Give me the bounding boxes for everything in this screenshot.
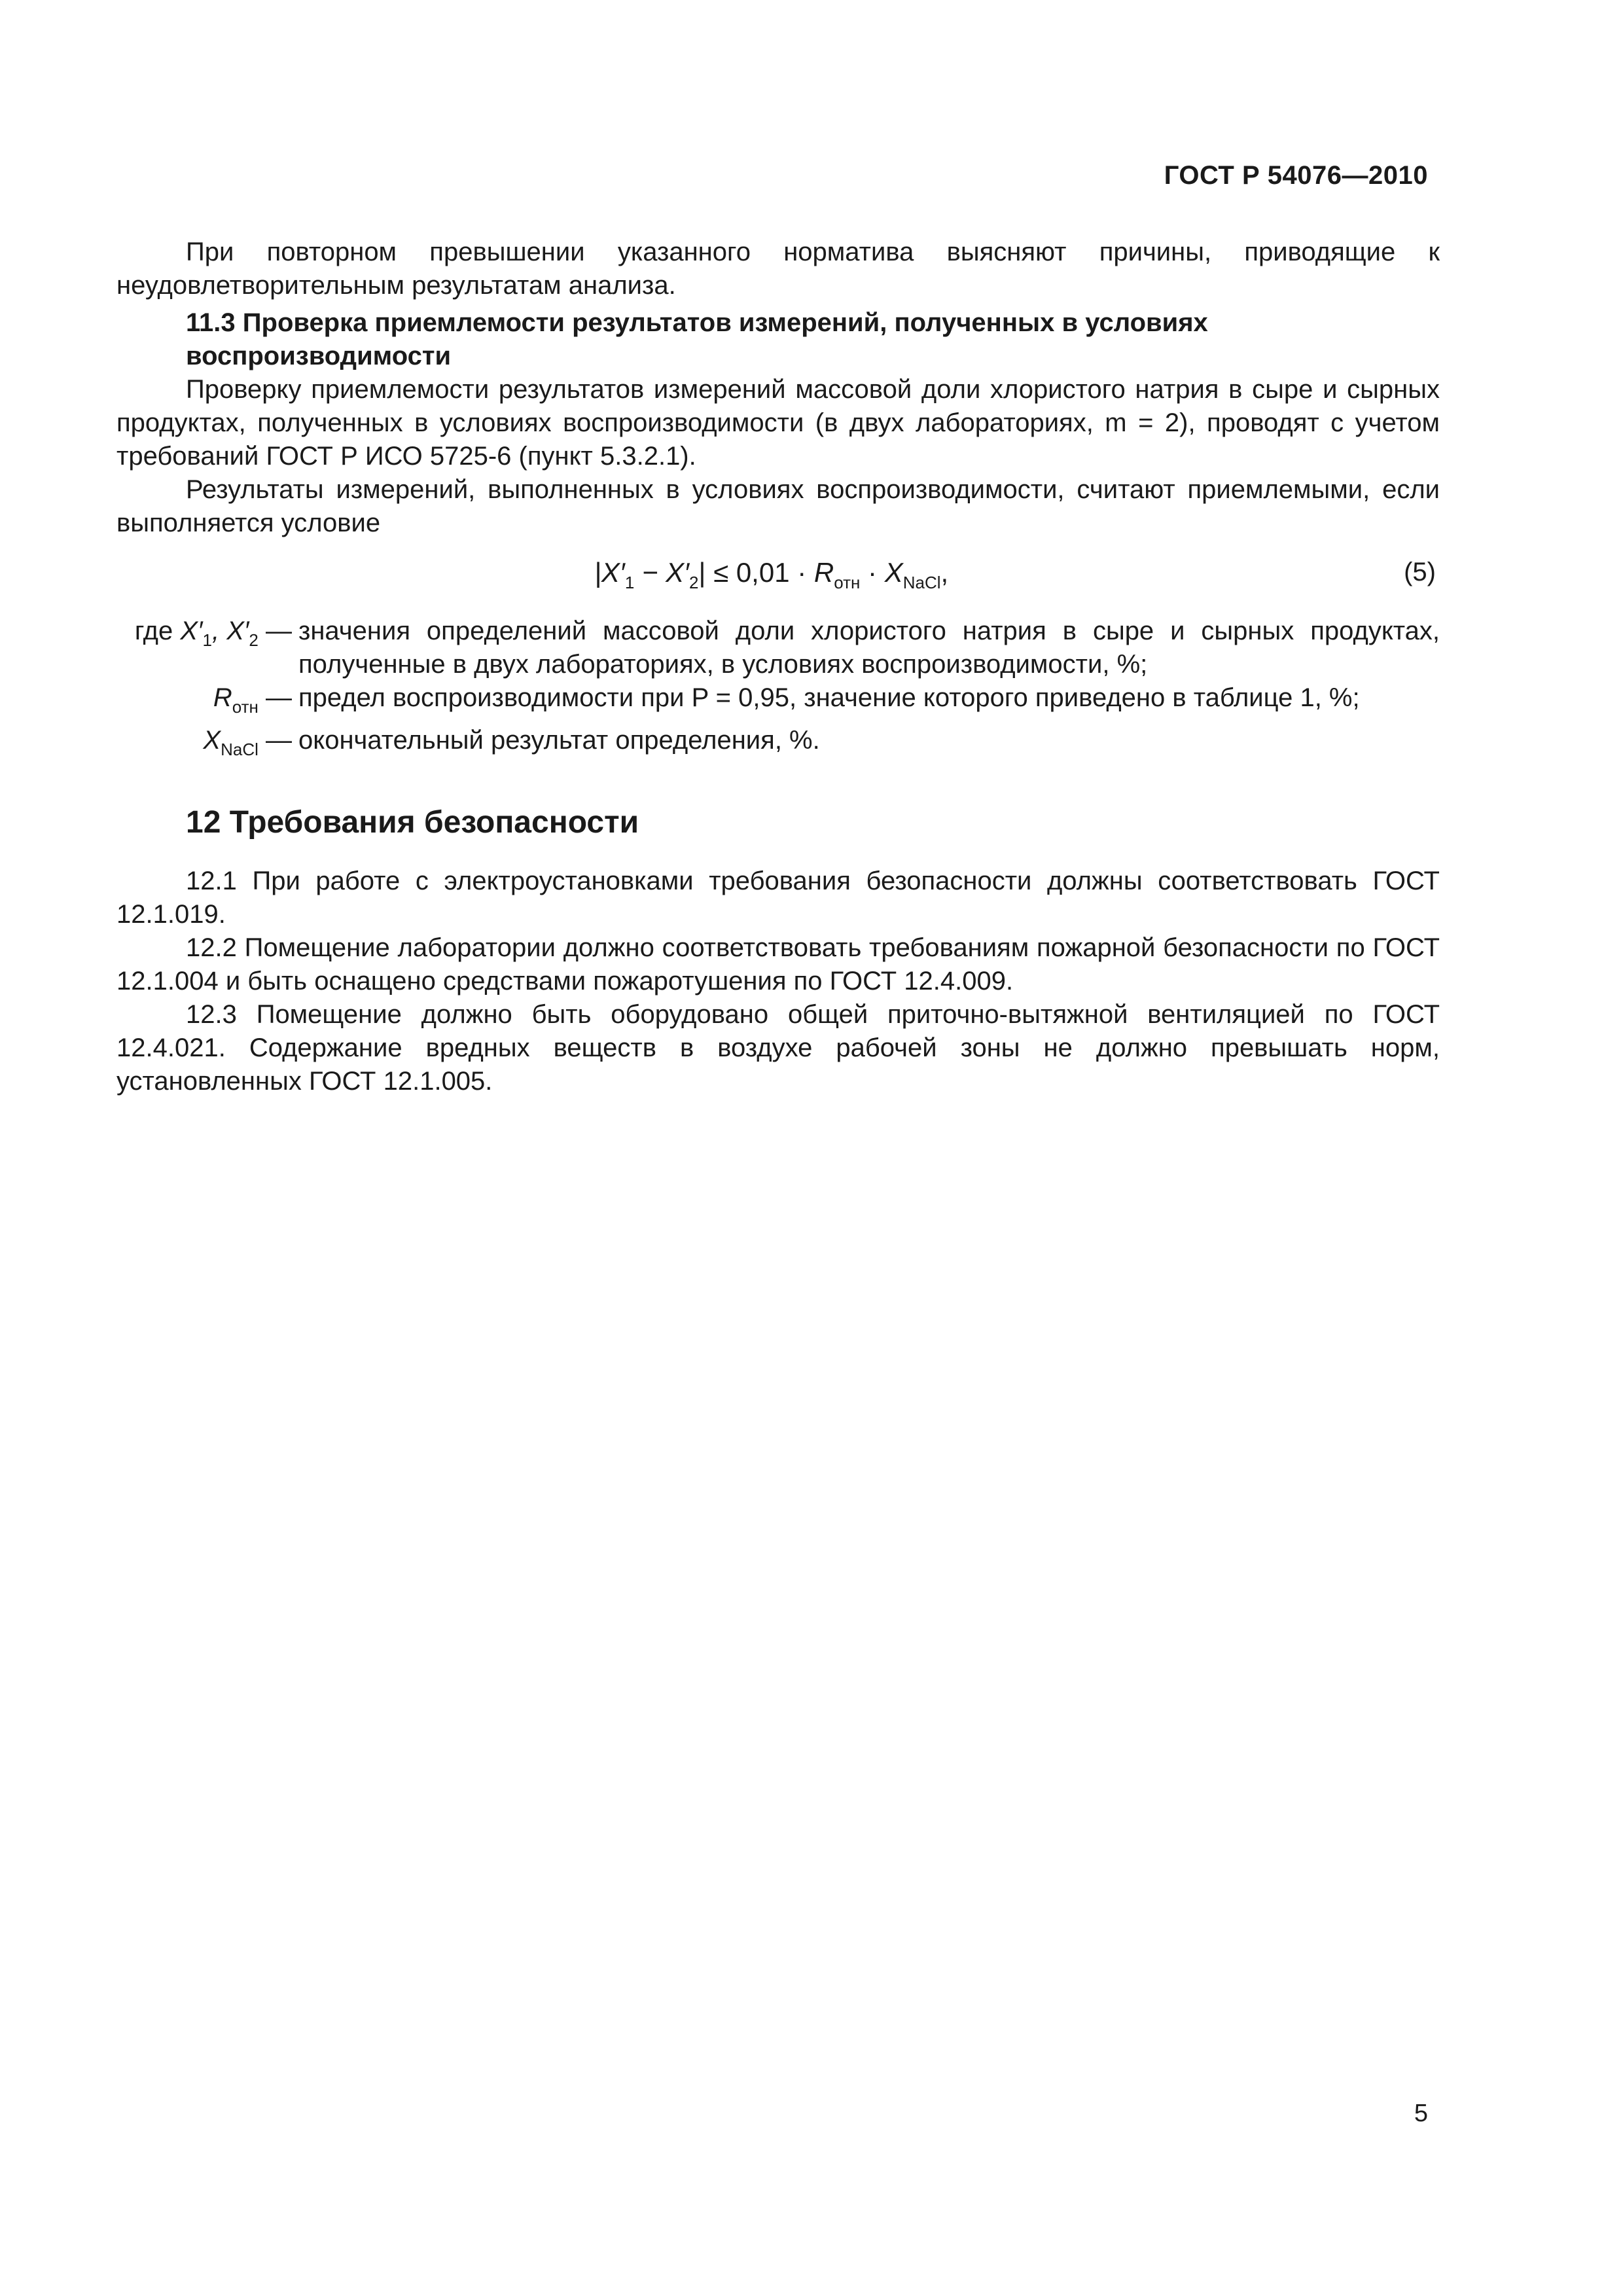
definition-item: [116, 615, 1440, 681]
formula-lhs-open: |X′: [594, 557, 625, 588]
paragraph-12-2: 12.2 Помещение лаборатории должно соответствовать требованиям пожарной безопасности по ГОСТ 12.1.004 и быть оснащено средствами пожаротушения по ГОСТ 12.4.009.: [116, 933, 1440, 996]
definition-text: окончательный результат определения, %.: [298, 726, 820, 755]
definition-term: [116, 681, 292, 724]
paragraph-12-1: 12.1 При работе с электроустановками требования безопасности должны соответствовать ГОСТ 12.1.019.: [116, 867, 1440, 929]
formula-5: [594, 556, 948, 600]
definition-term: [116, 615, 292, 657]
definition-item: [116, 681, 1440, 724]
document-header: ГОСТ Р 54076—2010: [1164, 161, 1428, 190]
definition-dash: —: [258, 726, 292, 755]
definition-symbol-mid: , X′: [212, 617, 249, 645]
definition-dash: —: [258, 683, 292, 712]
formula-r-sub: отн: [834, 573, 861, 592]
formula-lhs-close: | ≤ 0,01 ·: [698, 557, 814, 588]
definition-sub: отн: [232, 697, 259, 717]
equation-number: (5): [1404, 558, 1436, 586]
paragraph-results: Результаты измерений, выполненных в условиях воспроизводимости, считают приемлемыми, если выполняется условие: [116, 475, 1440, 537]
definition-text: значения определений массовой доли хлористого натрия в сыре и сырных продуктах, полученные в двух лабораториях, в условиях воспроизводимости, %;: [298, 617, 1440, 679]
section-heading-12: 12 Требования безопасности: [186, 805, 639, 840]
definition-item: [116, 724, 1440, 766]
definition-symbol: X′: [180, 617, 203, 645]
paragraph-check: Проверку приемлемости результатов измерений массовой доли хлористого натрия в сыре и сырных продуктах, полученных в условиях воспроизводимости (в двух лабораториях, m = 2), проводят с учетом требований ГОСТ Р ИСО 5725-6 (пункт 5.3.2.1).: [116, 375, 1440, 471]
formula-x-sub: NaCl: [902, 573, 941, 592]
definition-sub: 2: [249, 630, 259, 650]
definition-sub: NaCl: [221, 740, 259, 759]
page-body: [116, 236, 1440, 1098]
paragraph-12-3: 12.3 Помещение должно быть оборудовано общей приточно-вытяжной вентиляцией по ГОСТ 12.4.021. Содержание вредных веществ в воздухе рабочей зоны не должно превышать норм, установленных ГОСТ 12.1.005.: [116, 1000, 1440, 1096]
formula-x: X: [884, 557, 903, 588]
definition-text: предел воспроизводимости при P = 0,95, значение которого приведено в таблице 1, %;: [298, 683, 1360, 712]
paragraph-intro: При повторном превышении указанного норматива выясняют причины, приводящие к неудовлетворительным результатам анализа.: [116, 238, 1440, 300]
definition-prefix: где: [134, 617, 181, 645]
definition-term: [116, 724, 292, 766]
definition-symbol: R: [213, 683, 232, 712]
formula-r: R: [813, 557, 834, 588]
formula-minus: − X′: [634, 557, 690, 588]
formula-end: ,: [940, 557, 949, 588]
formula-sub-1: 1: [624, 573, 635, 592]
formula-sub-2: 2: [689, 573, 699, 592]
definition-symbol: X: [203, 726, 221, 755]
formula-row: [116, 540, 1440, 605]
definition-dash: —: [258, 617, 292, 645]
section-heading-11-3: 11.3 Проверка приемлемости результатов измерений, полученных в условиях воспроизводимости: [186, 308, 1208, 370]
formula-dot: ·: [860, 557, 885, 588]
definitions-list: [116, 615, 1440, 766]
page-number: 5: [1414, 2100, 1428, 2127]
definition-sub: 1: [202, 630, 212, 650]
